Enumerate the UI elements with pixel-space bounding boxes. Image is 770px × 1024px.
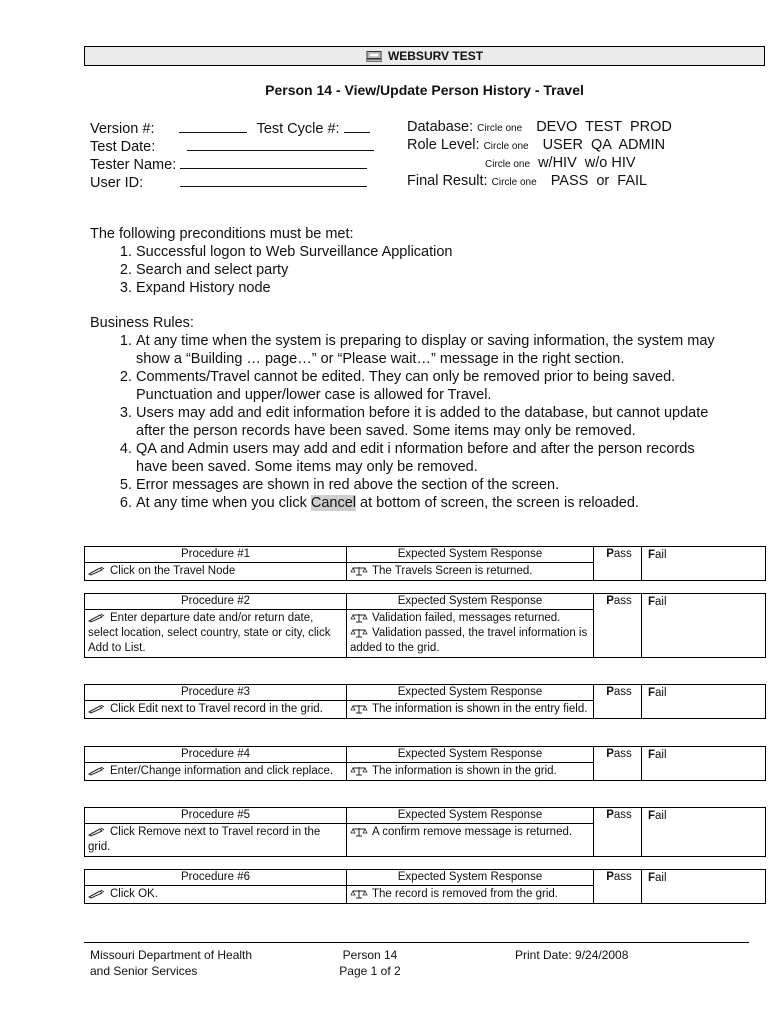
procedure-header: Procedure #4	[85, 747, 347, 763]
preconditions-list	[90, 243, 750, 297]
procedure-header: Procedure #3	[85, 685, 347, 701]
list-item: 1. At any time when the system is preparing to display or saving information, the system may show a “Building … page…” or “Please wait…” message in the right section.	[136, 332, 730, 368]
footer-doc-name: Person 14	[342, 948, 398, 962]
scales-icon	[350, 889, 368, 899]
test-cycle-blank	[344, 118, 370, 133]
pass-header: Pass	[594, 747, 642, 781]
test-cycle-label: Test Cycle #:	[256, 121, 340, 137]
list-item: 3. Users may add and edit information before it is added to the database, but cannot update after the person records have been saved. Some items may only be removed.	[136, 404, 730, 440]
procedure-step: Enter/Change information and click replace.	[85, 763, 347, 781]
footer-print-date: Print Date: 9/24/2008	[515, 948, 629, 962]
scales-icon	[350, 827, 368, 837]
expected-response: The information is shown in the entry field.	[347, 701, 594, 719]
pass-header: Pass	[594, 870, 642, 904]
procedure-table-2	[84, 593, 766, 658]
hiv-options: w/HIV w/o HIV	[538, 155, 636, 171]
role-circle-hint: Circle one	[483, 141, 529, 152]
database-circle-hint: Circle one	[477, 123, 523, 134]
procedure-step: Click OK.	[85, 886, 347, 904]
role-options: USER QA ADMIN	[542, 137, 666, 153]
expected-response: Validation failed, messages returned. Validation passed, the travel information is added to the grid.	[347, 610, 594, 658]
pencil-icon	[88, 566, 106, 576]
expected-response: The Travels Screen is returned.	[347, 563, 594, 581]
fail-header: Fail	[642, 594, 766, 658]
version-label: Version #:	[90, 121, 155, 137]
scales-icon	[350, 628, 368, 638]
footer-page-number: Page 1 of 2	[339, 964, 401, 978]
final-result-label: Final Result:	[407, 173, 488, 189]
footer-doc	[320, 947, 420, 979]
pass-header: Pass	[594, 547, 642, 581]
procedure-step: Click on the Travel Node	[85, 563, 347, 581]
test-date-label: Test Date:	[90, 139, 156, 155]
scales-icon	[350, 613, 368, 623]
fail-header: Fail	[642, 808, 766, 857]
procedure-table-4	[84, 746, 766, 781]
tester-name-blank	[180, 154, 367, 169]
scales-icon	[350, 766, 368, 776]
footer-org-line1: Missouri Department of Health	[90, 948, 253, 962]
role-level-label: Role Level:	[407, 137, 480, 153]
expected-header: Expected System Response	[347, 747, 594, 763]
pass-header: Pass	[594, 685, 642, 719]
list-item: 2. Comments/Travel cannot be edited. They can only be removed prior to being saved. Punctuation and upper/lower case is allowed for Travel.	[136, 368, 730, 404]
list-item: 4. QA and Admin users may add and edit i nformation before and after the person records have been saved. Some items may only be removed.	[136, 440, 730, 476]
footer-divider	[84, 942, 749, 943]
pencil-icon	[88, 766, 106, 776]
procedure-table-3	[84, 684, 766, 719]
procedure-header: Procedure #1	[85, 547, 347, 563]
hiv-circle-hint: Circle one	[485, 159, 531, 170]
cancel-highlight: Cancel	[310, 495, 357, 511]
rule6-before: At any time when you click	[136, 495, 311, 511]
expected-header: Expected System Response	[347, 870, 594, 886]
expected-response: The information is shown in the grid.	[347, 763, 594, 781]
fail-header: Fail	[642, 870, 766, 904]
pencil-icon	[88, 889, 106, 899]
procedure-table-5	[84, 807, 766, 857]
procedure-table-6	[84, 869, 766, 904]
list-item: 1. Successful logon to Web Surveillance Application	[136, 243, 750, 261]
expected-header: Expected System Response	[347, 685, 594, 701]
procedure-step: Click Remove next to Travel record in the grid.	[85, 824, 347, 857]
business-rules-list	[90, 332, 730, 512]
version-blank	[179, 118, 247, 133]
procedure-header: Procedure #5	[85, 808, 347, 824]
user-id-blank	[180, 172, 367, 187]
expected-response: The record is removed from the grid.	[347, 886, 594, 904]
list-item	[136, 494, 730, 512]
pencil-icon	[88, 827, 106, 837]
header-label: WEBSURV TEST	[387, 49, 484, 63]
page-title: Person 14 - View/Update Person History - Travel	[265, 82, 584, 98]
scales-icon	[350, 704, 368, 714]
database-label: Database:	[407, 119, 474, 135]
expected-header: Expected System Response	[347, 808, 594, 824]
header-banner	[84, 46, 765, 66]
tester-name-label: Tester Name:	[90, 157, 177, 173]
database-options: DEVO TEST PROD	[536, 119, 672, 135]
procedure-table-1	[84, 546, 766, 581]
list-item: 5. Error messages are shown in red above the section of the screen.	[136, 476, 730, 494]
business-rules-heading: Business Rules:	[90, 315, 194, 331]
footer-org-line2: and Senior Services	[90, 964, 198, 978]
user-id-label: User ID:	[90, 175, 144, 191]
final-circle-hint: Circle one	[491, 177, 537, 188]
list-item: 3. Expand History node	[136, 279, 750, 297]
list-item: 2. Search and select party	[136, 261, 750, 279]
pass-header: Pass	[594, 808, 642, 857]
pass-header: Pass	[594, 594, 642, 658]
procedure-step: Enter departure date and/or return date, select location, select country, state or city, click Add to List.	[85, 610, 347, 658]
expected-header: Expected System Response	[347, 594, 594, 610]
final-options: PASS or FAIL	[550, 173, 648, 189]
expected-header: Expected System Response	[347, 547, 594, 563]
footer-org	[90, 947, 252, 979]
test-info-right	[407, 118, 672, 190]
computer-icon	[366, 51, 382, 62]
pencil-icon	[88, 704, 106, 714]
fail-header: Fail	[642, 547, 766, 581]
pencil-icon	[88, 613, 106, 623]
preconditions-intro: The following preconditions must be met:	[90, 226, 354, 242]
test-date-blank	[187, 136, 374, 151]
test-info-left	[90, 118, 374, 190]
preconditions	[90, 225, 750, 297]
scales-icon	[350, 566, 368, 576]
procedure-header: Procedure #6	[85, 870, 347, 886]
expected-response: A confirm remove message is returned.	[347, 824, 594, 857]
rule6-after: at bottom of screen, the screen is reloaded.	[356, 495, 639, 511]
fail-header: Fail	[642, 747, 766, 781]
business-rules	[90, 314, 730, 512]
procedure-step: Click Edit next to Travel record in the grid.	[85, 701, 347, 719]
fail-header: Fail	[642, 685, 766, 719]
procedure-header: Procedure #2	[85, 594, 347, 610]
